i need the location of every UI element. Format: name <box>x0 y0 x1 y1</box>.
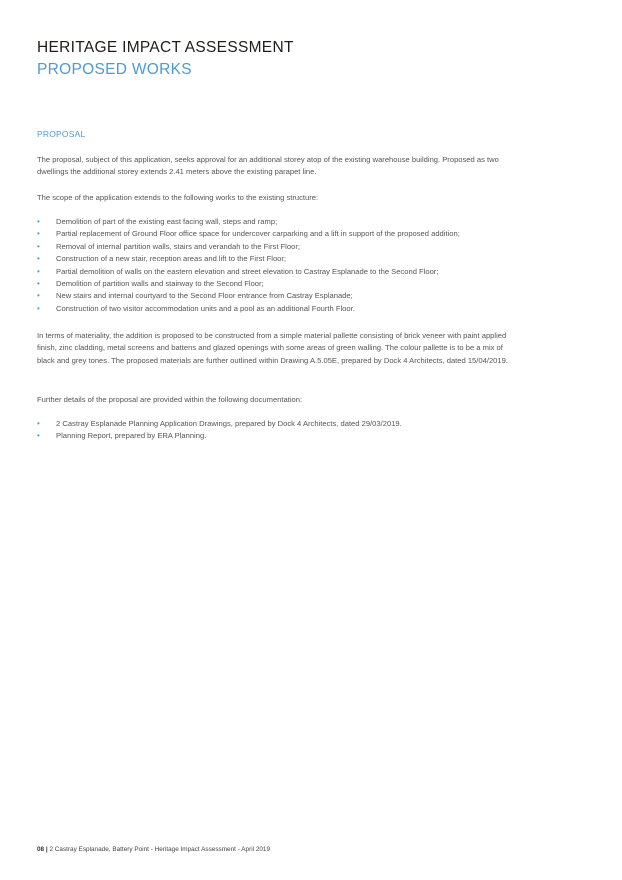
list-item <box>37 216 537 228</box>
page-footer <box>37 845 270 854</box>
intro-paragraph: The proposal, subject of this application, seeks approval for an additional storey atop of the existing warehouse building. Proposed as two dwellings the additional storey extends 2.41 meters above the existing parapet line. <box>37 155 499 177</box>
list-item-text: 2 Castray Esplanade Planning Application Drawings, prepared by Dock 4 Architects, dated 29/03/2019. <box>56 419 402 428</box>
list-item <box>37 418 537 430</box>
bullet-dot-icon: • <box>37 279 40 289</box>
scope-list <box>37 216 537 315</box>
bullet-dot-icon: • <box>37 241 40 251</box>
list-item-text: Construction of a new stair, reception areas and lift to the First Floor; <box>56 254 287 264</box>
list-item-text: Planning Report, prepared by ERA Planning. <box>56 431 207 441</box>
list-item <box>37 266 537 278</box>
documentation-paragraph: Further details of the proposal are provided within the following documentation: <box>37 395 303 404</box>
bullet-dot-icon: • <box>37 303 40 313</box>
bullet-dot-icon: • <box>37 431 40 441</box>
section-heading: PROPOSAL <box>37 129 86 139</box>
bullet-dot-icon: • <box>37 419 40 428</box>
bullet-dot-icon: • <box>37 229 40 239</box>
materiality-paragraph: In terms of materiality, the addition is proposed to be constructed from a simple material pallette consisting of brick veneer with paint applied finish, zinc cladding, metal screens and battens and glazed openings with some areas of green walling. The colour pallette is to be a mix of black and grey tones. The proposed materials are further outlined within Drawing A.5.05E, prepared by Dock 4 Architects, dated 15/04/2019. <box>37 331 508 365</box>
list-item <box>37 228 537 240</box>
list-item <box>37 430 537 442</box>
list-item-text: New stairs and internal courtyard to the Second Floor entrance from Castray Esplanade; <box>56 291 353 301</box>
list-item-text: Demolition of part of the existing east facing wall, steps and ramp; <box>56 217 278 226</box>
list-item-text: Demolition of partition walls and stairway to the Second Floor; <box>56 279 264 289</box>
page-number: 08 | <box>37 846 48 853</box>
list-item-text: Partial demolition of walls on the eastern elevation and street elevation to Castray Esplanade to the Second Floor; <box>56 266 439 276</box>
list-item <box>37 253 537 265</box>
documentation-list <box>37 418 537 443</box>
list-item-text: Partial replacement of Ground Floor office space for undercover carparking and a lift in support of the proposed addition; <box>56 229 460 239</box>
scope-paragraph: The scope of the application extends to the following works to the existing structure: <box>37 193 319 202</box>
bullet-dot-icon: • <box>37 291 40 301</box>
document-title: HERITAGE IMPACT ASSESSMENT <box>37 39 294 56</box>
footer-text: 2 Castray Esplanade, Battery Point - Heritage Impact Assessment - April 2019 <box>49 846 271 853</box>
list-item <box>37 278 537 290</box>
list-item-text: Construction of two visitor accommodation units and a pool as an additional Fourth Floor. <box>56 303 355 313</box>
list-item <box>37 241 537 253</box>
bullet-dot-icon: • <box>37 217 40 226</box>
list-item-text: Removal of internal partition walls, stairs and verandah to the First Floor; <box>56 241 300 251</box>
bullet-dot-icon: • <box>37 254 40 264</box>
bullet-dot-icon: • <box>37 266 40 276</box>
document-subtitle: PROPOSED WORKS <box>37 61 192 78</box>
list-item <box>37 303 537 315</box>
list-item <box>37 290 537 302</box>
